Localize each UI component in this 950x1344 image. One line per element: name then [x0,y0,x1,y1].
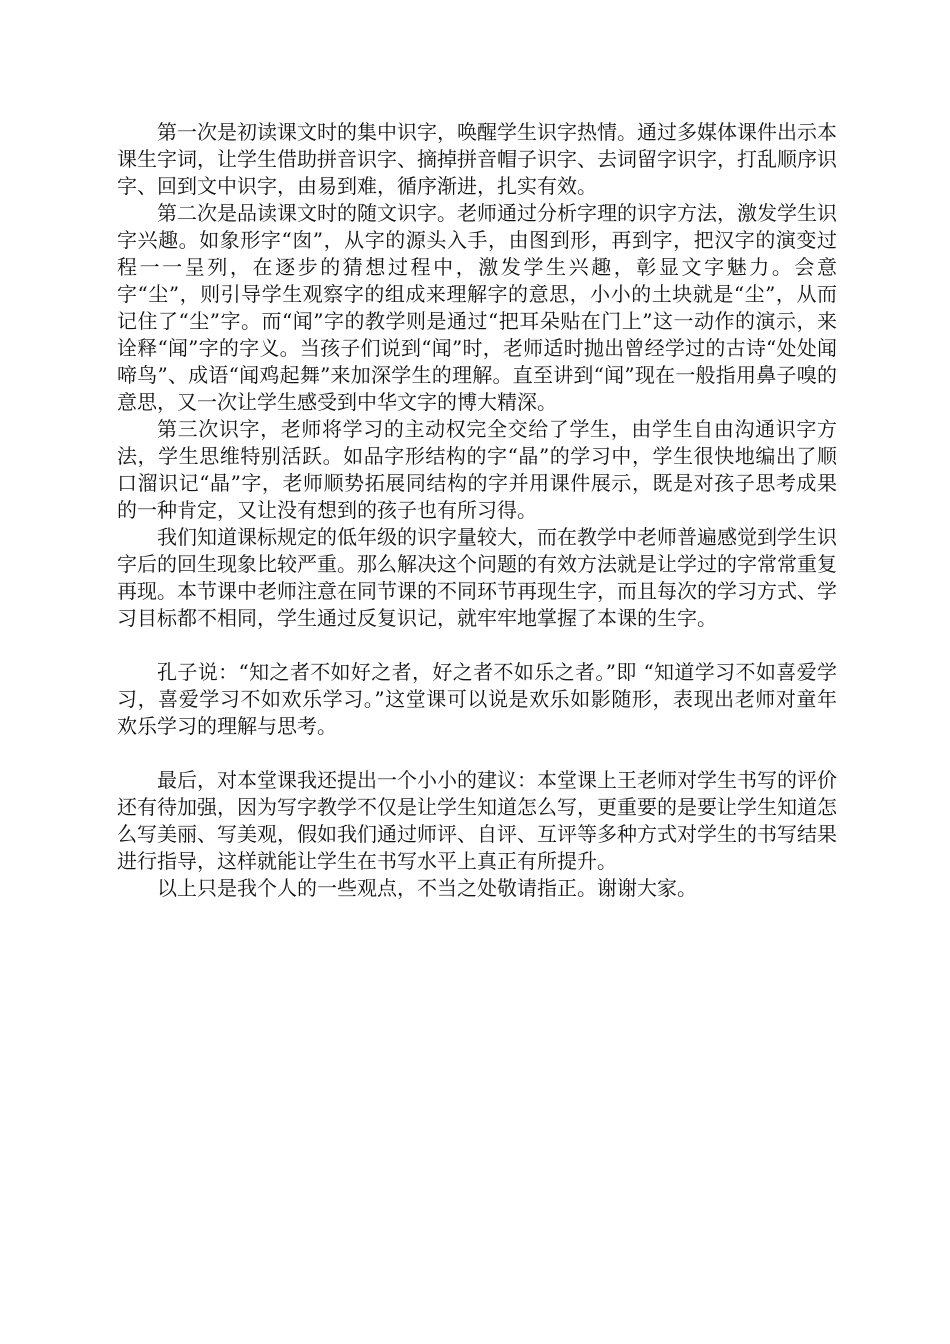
paragraph-second-literacy: 第二次是品读课文时的随文识字。老师通过分析字理的识字方法，激发学生识字兴趣。如象形字“囱”，从字的源头入手，由图到形，再到字，把汉字的演变过程一一呈列，在逐步的猜想过程中，激发学生兴趣，彰显文字魅力。会意字“尘”，则引导学生观察字的组成来理解字的意思，小小的土块就是“尘”，从而记住了“尘”字。而“闻”字的教学则是通过“把耳朵贴在门上”这一动作的演示，来诠释“闻”字的字义。当孩子们说到“闻”时，老师适时抛出曾经学过的古诗“处处闻啼鸟”、成语“闻鸡起舞”来加深学生的理解。直至讲到“闻”现在一般指用鼻子嗅的意思，又一次让学生感受到中华文字的博大精深。 [117,201,837,414]
paragraph-closing: 以上只是我个人的一些观点，不当之处敬请指正。谢谢大家。 [157,876,697,900]
paragraph-repetition: 我们知道课标规定的低年级的识字量较大，而在教学中老师普遍感觉到学生识字后的回生现象比较严重。那么解决这个问题的有效方法就是让学过的字常常重复再现。本节课中老师注意在同节课的不同环节再现生字，而且每次的学习方式、学习目标都不相同，学生通过反复识记，就牢牢地掌握了本课的生字。 [117,525,837,630]
paragraph-confucius-quote: 孔子说：“知之者不如好之者，好之者不如乐之者。”即 “知道学习不如喜爱学习，喜爱学习不如欢乐学习。”这堂课可以说是欢乐如影随形，表现出老师对童年欢乐学习的理解与思考。 [117,660,837,738]
paragraph-first-literacy: 第一次是初读课文时的集中识字，唤醒学生识字热情。通过多媒体课件出示本课生字词，让学生借助拼音识字、摘掉拼音帽子识字、去词留字识字，打乱顺序识字、回到文中识字，由易到难，循序渐进，扎实有效。 [117,120,837,198]
paragraph-third-literacy: 第三次识字，老师将学习的主动权完全交给了学生，由学生自由沟通识字方法，学生思维特别活跃。如品字形结构的字“晶”的学习中，学生很快地编出了顺口溜识记“晶”字，老师顺势拓展同结构的字并用课件展示，既是对孩子思考成果的一种肯定，又让没有想到的孩子也有所习得。 [117,417,837,522]
document-body [117,119,837,902]
paragraph-suggestion: 最后，对本堂课我还提出一个小小的建议：本堂课上王老师对学生书写的评价还有待加强，因为写字教学不仅是让学生知道怎么写，更重要的是要让学生知道怎么写美丽、写美观，假如我们通过师评、自评、互评等多种方式对学生的书写结果进行指导，这样就能让学生在书写水平上真正有所提升。 [117,768,837,873]
